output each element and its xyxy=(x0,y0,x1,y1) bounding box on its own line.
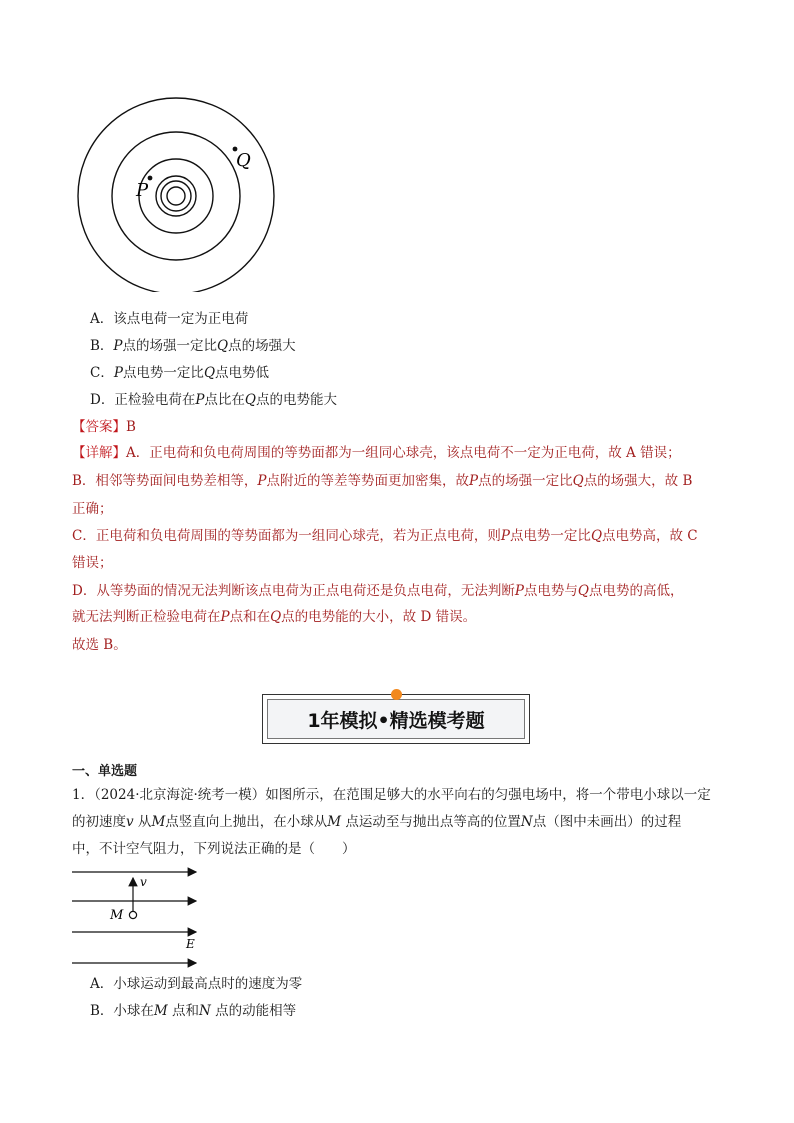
exp6-c: 点电势的高低， xyxy=(589,583,684,599)
exp2-a: B．相邻等势面间电势差相等， xyxy=(72,473,258,489)
q2-v: v xyxy=(126,814,134,830)
answer-bracket: 【答案】 xyxy=(72,419,126,435)
equipotential-circle-4 xyxy=(156,176,196,216)
q-option-b-n: N xyxy=(199,1003,211,1019)
q2-n: N xyxy=(520,814,533,830)
question-line-2 xyxy=(72,812,681,832)
section-banner xyxy=(262,694,530,744)
point-p-dot xyxy=(148,176,153,181)
exp7-a: 就无法判断正检验电荷在 xyxy=(72,609,221,625)
electric-field-diagram xyxy=(70,862,206,972)
exp6-q: Q xyxy=(577,583,589,599)
equipotential-circle-outer xyxy=(78,98,274,292)
option-b-prefix: B． xyxy=(90,338,114,354)
exp7-p: P xyxy=(220,609,230,625)
option-b xyxy=(90,336,296,356)
equipotential-diagram xyxy=(74,92,284,292)
exp7-b: 点和在 xyxy=(229,609,271,625)
option-d-prefix: D．正检验电荷在 xyxy=(90,392,196,408)
exp2-b: 点附近的等差等势面更加密集，故 xyxy=(266,473,470,489)
explanation-line-8: 故选 B。 xyxy=(72,637,127,653)
equipotential-circle-2 xyxy=(112,132,240,260)
exp6-p: P xyxy=(514,583,524,599)
explanation-line-2 xyxy=(72,471,692,491)
exp4-c: 点电势高，故 C xyxy=(602,528,698,544)
exp6-b: 点电势与 xyxy=(523,583,578,599)
option-b-suffix: 点的场强大 xyxy=(228,338,296,354)
option-c xyxy=(90,363,269,383)
exp4-p: P xyxy=(500,528,510,544)
option-b-p: P xyxy=(113,338,123,354)
equipotential-circle-3 xyxy=(139,159,213,233)
q2-e: 点（图中未画出）的过程 xyxy=(532,814,682,830)
q-option-b-m: M xyxy=(153,1003,168,1019)
exp2-q: Q xyxy=(572,473,584,489)
exp2-p2: P xyxy=(469,473,479,489)
exp7-q: Q xyxy=(270,609,282,625)
answer-value: B xyxy=(126,419,136,435)
q2-m2: M xyxy=(327,814,342,830)
section-title: 一、单选题 xyxy=(72,764,138,779)
q2-a: 的初速度 xyxy=(72,814,126,830)
banner-title: 1年模拟•精选模考题 xyxy=(267,699,525,739)
option-b-q: Q xyxy=(217,338,229,354)
option-d-mid: 点比在 xyxy=(204,392,245,408)
exp2-p: P xyxy=(257,473,267,489)
answer-line xyxy=(72,417,136,437)
equipotential-circle-5 xyxy=(161,181,191,211)
q2-c: 点竖直向上抛出，在小球从 xyxy=(165,814,328,830)
banner-dot xyxy=(391,689,402,700)
explanation-line-1 xyxy=(72,443,681,463)
point-p-label: P xyxy=(136,180,149,201)
ball-m xyxy=(129,911,136,918)
option-c-q: Q xyxy=(203,365,216,381)
option-c-p: P xyxy=(113,365,123,381)
point-m-label: M xyxy=(110,908,124,923)
option-d xyxy=(90,390,337,410)
option-c-mid: 点电势一定比 xyxy=(122,365,204,381)
exp2-c: 点的场强一定比 xyxy=(478,473,573,489)
exp4-a: C．正电荷和负电荷周围的等势面都为一组同心球壳，若为正点电荷，则 xyxy=(72,528,501,544)
q-option-a: A．小球运动到最高点时的速度为零 xyxy=(90,976,303,992)
exp4-q: Q xyxy=(590,528,603,544)
q-option-b-prefix: B．小球在 xyxy=(90,1003,154,1019)
equipotential-circle-inner xyxy=(167,187,185,205)
exp4-b: 点电势一定比 xyxy=(509,528,591,544)
q2-b: 从 xyxy=(133,814,152,830)
option-d-p: P xyxy=(195,392,205,408)
exp6-a: D．从等势面的情况无法判断该点电荷为正点电荷还是负点电荷，无法判断 xyxy=(72,583,515,599)
explanation-line-6 xyxy=(72,581,684,601)
q2-d: 点运动至与抛出点等高的位置 xyxy=(341,814,521,830)
question-line-1: 1．（2024·北京海淀·统考一模）如图所示，在范围足够大的水平向右的匀强电场中，将一个带电小球以一定 xyxy=(72,787,711,803)
point-q-label: Q xyxy=(236,150,251,171)
q2-m: M xyxy=(151,814,166,830)
q-option-b xyxy=(90,1001,296,1021)
option-b-mid: 点的场强一定比 xyxy=(122,338,218,354)
explanation-line-5: 错误； xyxy=(72,555,113,571)
q-option-b-suffix: 点的动能相等 xyxy=(210,1003,297,1019)
exp7-c: 点的电势能的大小，故 D 错误。 xyxy=(281,609,477,625)
velocity-label: v xyxy=(140,875,147,889)
option-d-q: Q xyxy=(244,392,256,408)
option-a: A．该点电荷一定为正电荷 xyxy=(90,311,249,327)
option-c-prefix: C． xyxy=(90,365,114,381)
explanation-text-1: A．正电荷和负电荷周围的等势面都为一组同心球壳，该点电荷不一定为正电荷，故 A 错误； xyxy=(126,445,681,461)
question-line-3: 中，不计空气阻力，下列说法正确的是（ ） xyxy=(72,841,356,857)
field-e-label: E xyxy=(186,937,195,951)
explanation-bracket: 【详解】 xyxy=(72,445,126,461)
q-option-b-mid: 点和 xyxy=(167,1003,200,1019)
explanation-line-7 xyxy=(72,607,476,627)
option-d-suffix: 点的电势能大 xyxy=(256,392,337,408)
explanation-line-3: 正确； xyxy=(72,501,113,517)
option-c-suffix: 点电势低 xyxy=(215,365,270,381)
explanation-line-4 xyxy=(72,526,698,546)
exp2-d: 点的场强大，故 B xyxy=(583,473,693,489)
